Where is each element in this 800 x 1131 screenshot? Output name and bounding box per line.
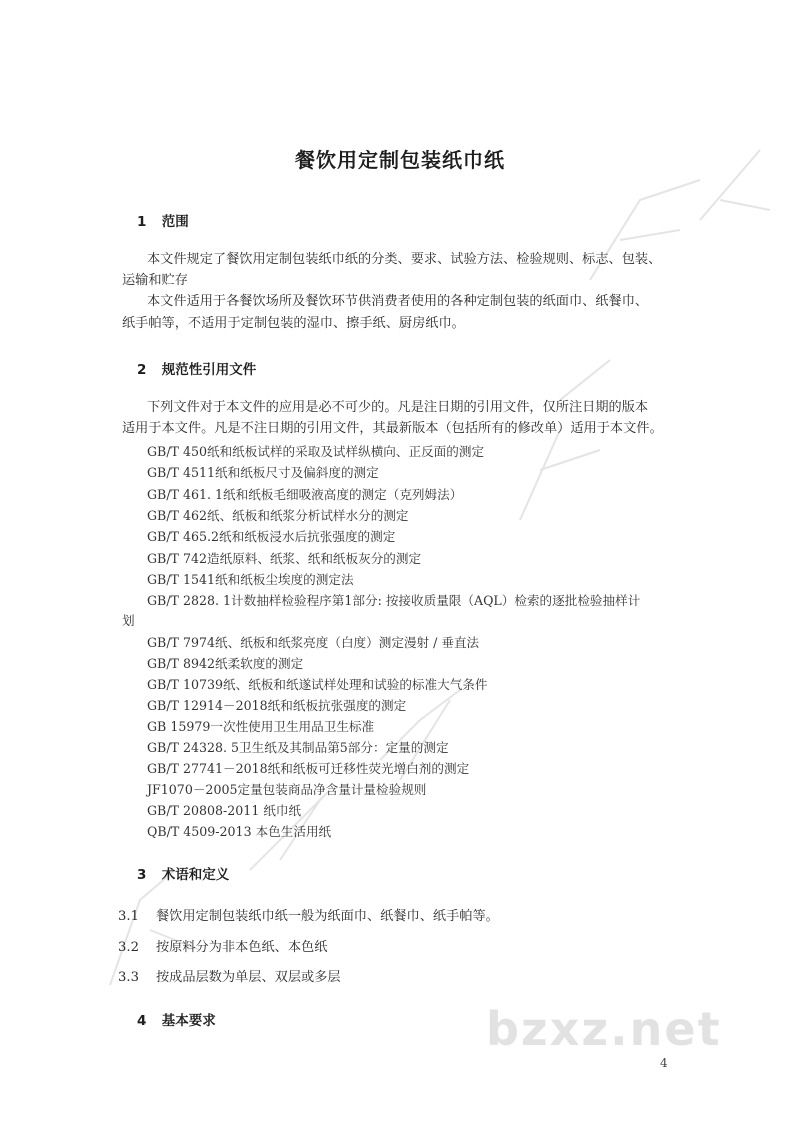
reference-item: GB/T 10739纸、纸板和纸遂试样处理和试验的标准大气条件 <box>147 677 488 692</box>
section-4-heading <box>137 1009 216 1029</box>
clause-3-1 <box>118 905 499 924</box>
section-number: 3 <box>137 867 147 883</box>
section-number: 1 <box>137 214 147 230</box>
paragraph-line: 运输和贮存 <box>122 273 188 288</box>
reference-item: GB/T 7974纸、纸板和纸浆亮度（白度）测定漫射 / 垂直法 <box>147 635 480 650</box>
reference-item: GB/T 8942纸柔软度的测定 <box>147 656 304 671</box>
section-title: 基本要求 <box>161 1013 216 1029</box>
reference-item: GB/T 4511纸和纸板尺寸及偏斜度的测定 <box>147 465 379 480</box>
watermark-site-logo: bzxz.net <box>486 1002 722 1056</box>
section-2-heading <box>137 358 256 378</box>
section-title: 范围 <box>161 214 189 230</box>
reference-item: GB/T 27741－2018纸和纸板可迁移性荧光增白剂的测定 <box>147 761 470 776</box>
clause-3-2 <box>118 936 327 955</box>
paragraph-line: 适用于本文件。凡是不注日期的引用文件，其最新版本（包括所有的修改单）适用于本文件。 <box>122 421 663 436</box>
paragraph-line: 纸手帕等，不适用于定制包装的湿巾、擦手纸、厨房纸巾。 <box>122 316 465 331</box>
clause-3-3 <box>118 966 341 985</box>
reference-item: GB/T 24328. 5卫生纸及其制品第5部分：定量的测定 <box>147 740 449 755</box>
reference-item: GB/T 461. 1纸和纸板毛细吸液高度的测定（克列姆法） <box>147 487 463 502</box>
section-1-heading <box>137 210 189 230</box>
clause-number: 3.1 <box>118 909 139 924</box>
reference-item: QB/T 4509-2013 本色生活用纸 <box>147 824 332 839</box>
reference-item: GB/T 462纸、纸板和纸浆分析试样水分的测定 <box>147 508 409 523</box>
reference-item: JF1070－2005定量包装商品净含量计量检验规则 <box>147 782 427 797</box>
clause-text: 按原料分为非本色纸、本色纸 <box>156 940 328 955</box>
paragraph-line: 下列文件对于本文件的应用是必不可少的。凡是注日期的引用文件，仅所注日期的版本 <box>147 400 649 415</box>
section-number: 4 <box>137 1013 147 1029</box>
section-3-heading <box>137 863 229 883</box>
reference-item: GB/T 1541纸和纸板尘埃度的测定法 <box>147 572 354 587</box>
paragraph-line: 本文件规定了餐饮用定制包装纸巾纸的分类、要求、试验方法、检验规则、标志、包装、 <box>147 252 662 267</box>
reference-item: GB/T 450纸和纸板试样的采取及试样纵横向、正反面的测定 <box>147 444 485 459</box>
section-title: 规范性引用文件 <box>161 362 257 378</box>
clause-number: 3.2 <box>118 940 139 955</box>
section-title: 术语和定义 <box>161 867 230 883</box>
reference-continuation: 划 <box>122 613 135 628</box>
page-number: 4 <box>660 1056 668 1070</box>
section-number: 2 <box>137 362 147 378</box>
reference-item: GB/T 465.2纸和纸板浸水后抗张强度的测定 <box>147 529 396 544</box>
clause-text: 按成品层数为单层、双层或多层 <box>156 970 341 985</box>
reference-item: GB/T 20808-2011 纸巾纸 <box>147 803 302 818</box>
document-title: 餐饮用定制包装纸巾纸 <box>295 148 505 172</box>
reference-item: GB/T 12914－2018纸和纸板抗张强度的测定 <box>147 698 407 713</box>
clause-number: 3.3 <box>118 970 139 985</box>
reference-item: GB/T 742造纸原料、纸浆、纸和纸板灰分的测定 <box>147 551 422 566</box>
clause-text: 餐饮用定制包装纸巾纸一般为纸面巾、纸餐巾、纸手帕等。 <box>156 909 499 924</box>
paragraph-line: 本文件适用于各餐饮场所及餐饮环节供消费者使用的各种定制包装的纸面巾、纸餐巾、 <box>147 294 649 309</box>
reference-item: GB 15979一次性使用卫生用品卫生标准 <box>147 719 375 734</box>
reference-item: GB/T 2828. 1计数抽样检验程序第1部分: 按接收质量限（AQL）检索的逐批检验抽样计 <box>147 593 641 608</box>
